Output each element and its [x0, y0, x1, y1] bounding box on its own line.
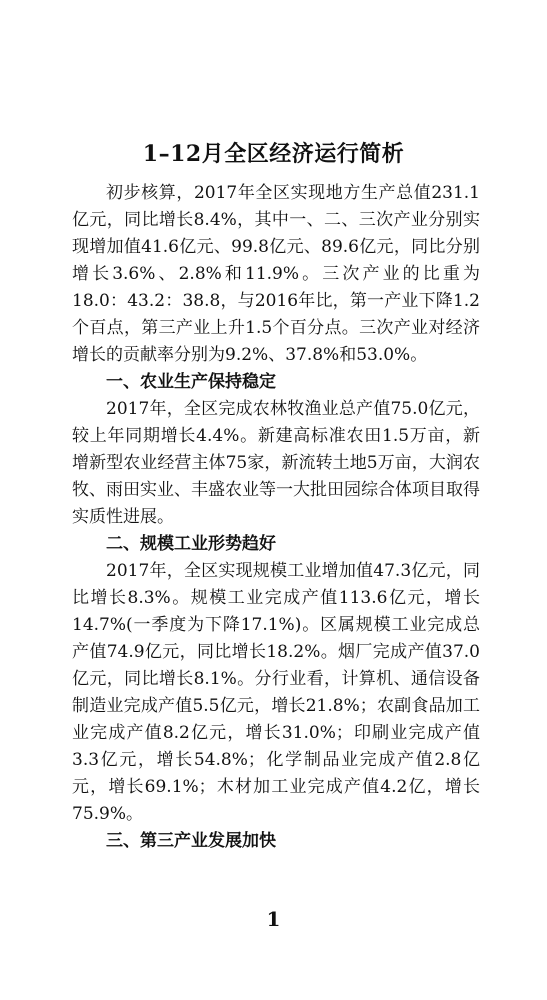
page-number: 1 [266, 907, 281, 931]
document-body [72, 180, 480, 855]
section-heading-agriculture: 一、农业生产保持稳定 [106, 372, 276, 392]
paragraph-agriculture: 2017年，全区完成农林牧渔业总产值75.0亿元，较上年同期增长4.4%。新建高标准农田1.5万亩，新增新型农业经营主体75家，新流转土地5万亩，大润农牧、雨田实业、丰盛农业等一大批田园综合体项目取得实质性进展。 [72, 399, 480, 527]
section-heading-industry: 二、规模工业形势趋好 [106, 534, 276, 554]
section-heading-tertiary: 三、第三产业发展加快 [106, 831, 276, 851]
paragraph-gdp-summary: 初步核算，2017年全区实现地方生产总值231.1亿元，同比增长8.4%，其中一、二、三次产业分别实现增加值41.6亿元、99.8亿元、89.6亿元，同比分别增长3.6%、2.8%和11.9%。三次产业的比重为18.0：43.2：38.8，与2016年比，第一产业下降1.2个百点，第三产业上升1.5个百分点。三次产业对经济增长的贡献率分别为9.2%、37.8%和53.0%。 [72, 183, 480, 365]
page-title: 1–12月全区经济运行简析 [142, 141, 405, 167]
paragraph-industry: 2017年，全区实现规模工业增加值47.3亿元，同比增长8.3%。规模工业完成产值113.6亿元，增长14.7%(一季度为下降17.1%)。区属规模工业完成总产值74.9亿元，同比增长18.2%。烟厂完成产值37.0亿元，同比增长8.1%。分行业看，计算机、通信设备制造业完成产值5.5亿元，增长21.8%；农副食品加工业完成产值8.2亿元，增长31.0%；印刷业完成产值3.3亿元，增长54.8%；化学制品业完成产值2.8亿元，增长69.1%；木材加工业完成产值4.2亿，增长75.9%。 [72, 561, 480, 824]
